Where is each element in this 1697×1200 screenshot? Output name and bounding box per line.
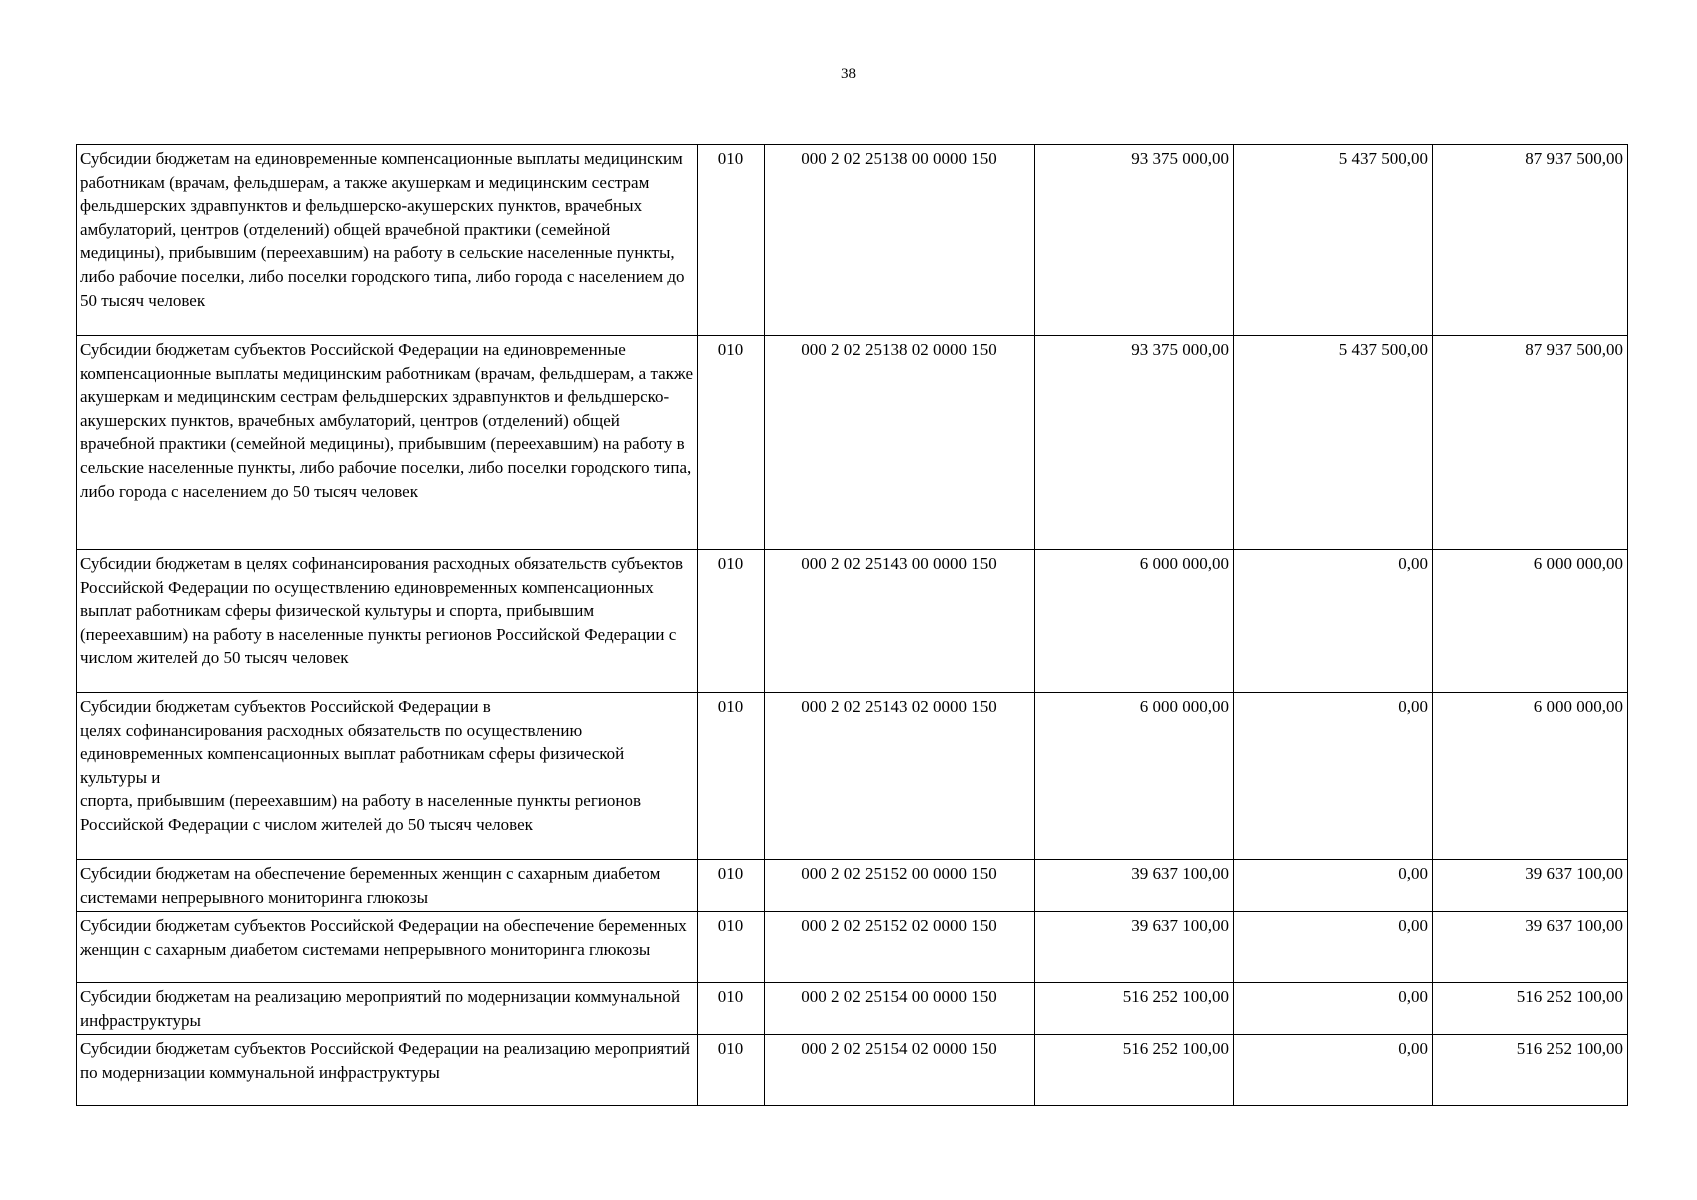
row-description: Субсидии бюджетам на реализацию мероприятий по модернизации коммунальной инфраструктуры <box>77 983 698 1035</box>
table-row <box>77 983 1628 1035</box>
page-number: 38 <box>841 66 856 82</box>
row-amount-2: 0,00 <box>1234 912 1433 983</box>
row-budget-classification-code: 000 2 02 25138 00 0000 150 <box>765 145 1035 336</box>
row-amount-2: 5 437 500,00 <box>1234 145 1433 336</box>
table-row <box>77 336 1628 550</box>
row-amount-2: 0,00 <box>1234 860 1433 912</box>
row-description: Субсидии бюджетам субъектов Российской Федерации на обеспечение беременных женщин с сахарным диабетом системами непрерывного мониторинга глюкозы <box>77 912 698 983</box>
row-code: 010 <box>698 983 765 1035</box>
table-row <box>77 693 1628 860</box>
row-description: Субсидии бюджетам на единовременные компенсационные выплаты медицинским работникам (врачам, фельдшерам, а также акушеркам и медицинским сестрам фельдшерских здравпунктов и фельдшерско-акушерских пунктов, врачебных амбулаторий, центров (отделений) общей врачебной практики (семейной медицины), прибывшим (переехавшим) на работу в сельские населенные пункты, либо рабочие поселки, либо поселки городского типа, либо города с населением до 50 тысяч человек <box>77 145 698 336</box>
row-code: 010 <box>698 550 765 693</box>
table-row <box>77 1035 1628 1106</box>
row-amount-2: 0,00 <box>1234 693 1433 860</box>
row-amount-2: 0,00 <box>1234 550 1433 693</box>
row-amount-1: 39 637 100,00 <box>1035 860 1234 912</box>
row-amount-1: 516 252 100,00 <box>1035 1035 1234 1106</box>
table-row <box>77 145 1628 336</box>
table-row <box>77 912 1628 983</box>
row-amount-3: 87 937 500,00 <box>1433 145 1628 336</box>
row-amount-3: 516 252 100,00 <box>1433 983 1628 1035</box>
row-amount-3: 87 937 500,00 <box>1433 336 1628 550</box>
row-budget-classification-code: 000 2 02 25143 00 0000 150 <box>765 550 1035 693</box>
row-amount-3: 6 000 000,00 <box>1433 550 1628 693</box>
row-amount-3: 39 637 100,00 <box>1433 912 1628 983</box>
row-amount-2: 5 437 500,00 <box>1234 336 1433 550</box>
row-description: Субсидии бюджетам субъектов Российской Федерации на реализацию мероприятий по модернизации коммунальной инфраструктуры <box>77 1035 698 1106</box>
row-budget-classification-code: 000 2 02 25152 00 0000 150 <box>765 860 1035 912</box>
row-amount-3: 6 000 000,00 <box>1433 693 1628 860</box>
row-budget-classification-code: 000 2 02 25152 02 0000 150 <box>765 912 1035 983</box>
row-amount-1: 93 375 000,00 <box>1035 145 1234 336</box>
row-code: 010 <box>698 912 765 983</box>
row-budget-classification-code: 000 2 02 25154 00 0000 150 <box>765 983 1035 1035</box>
row-code: 010 <box>698 1035 765 1106</box>
row-code: 010 <box>698 693 765 860</box>
row-amount-1: 6 000 000,00 <box>1035 550 1234 693</box>
row-amount-2: 0,00 <box>1234 983 1433 1035</box>
row-amount-1: 93 375 000,00 <box>1035 336 1234 550</box>
row-amount-3: 516 252 100,00 <box>1433 1035 1628 1106</box>
row-amount-1: 39 637 100,00 <box>1035 912 1234 983</box>
row-code: 010 <box>698 336 765 550</box>
table-row <box>77 860 1628 912</box>
row-description: Субсидии бюджетам субъектов Российской Федерации в целях софинансирования расходных обязательств по осуществлению единовременных компенсационных выплат работникам сферы физической культуры и спорта, прибывшим (переехавшим) на работу в населенные пункты регионов Российской Федерации с числом жителей до 50 тысяч человек <box>77 693 698 860</box>
row-budget-classification-code: 000 2 02 25138 02 0000 150 <box>765 336 1035 550</box>
row-code: 010 <box>698 860 765 912</box>
row-amount-1: 6 000 000,00 <box>1035 693 1234 860</box>
table-row <box>77 550 1628 693</box>
row-amount-2: 0,00 <box>1234 1035 1433 1106</box>
row-amount-3: 39 637 100,00 <box>1433 860 1628 912</box>
budget-table <box>76 144 1628 1106</box>
row-description: Субсидии бюджетам субъектов Российской Федерации на единовременные компенсационные выплаты медицинским работникам (врачам, фельдшерам, а также акушеркам и медицинским сестрам фельдшерских здравпунктов и фельдшерско-акушерских пунктов, врачебных амбулаторий, центров (отделений) общей врачебной практики (семейной медицины), прибывшим (переехавшим) на работу в сельские населенные пункты, либо рабочие поселки, либо поселки городского типа, либо города с населением до 50 тысяч человек <box>77 336 698 550</box>
row-budget-classification-code: 000 2 02 25154 02 0000 150 <box>765 1035 1035 1106</box>
row-description: Субсидии бюджетам в целях софинансирования расходных обязательств субъектов Российской Федерации по осуществлению единовременных компенсационных выплат работникам сферы физической культуры и спорта, прибывшим (переехавшим) на работу в населенные пункты регионов Российской Федерации с числом жителей до 50 тысяч человек <box>77 550 698 693</box>
row-code: 010 <box>698 145 765 336</box>
row-budget-classification-code: 000 2 02 25143 02 0000 150 <box>765 693 1035 860</box>
row-amount-1: 516 252 100,00 <box>1035 983 1234 1035</box>
row-description: Субсидии бюджетам на обеспечение беременных женщин с сахарным диабетом системами непрерывного мониторинга глюкозы <box>77 860 698 912</box>
